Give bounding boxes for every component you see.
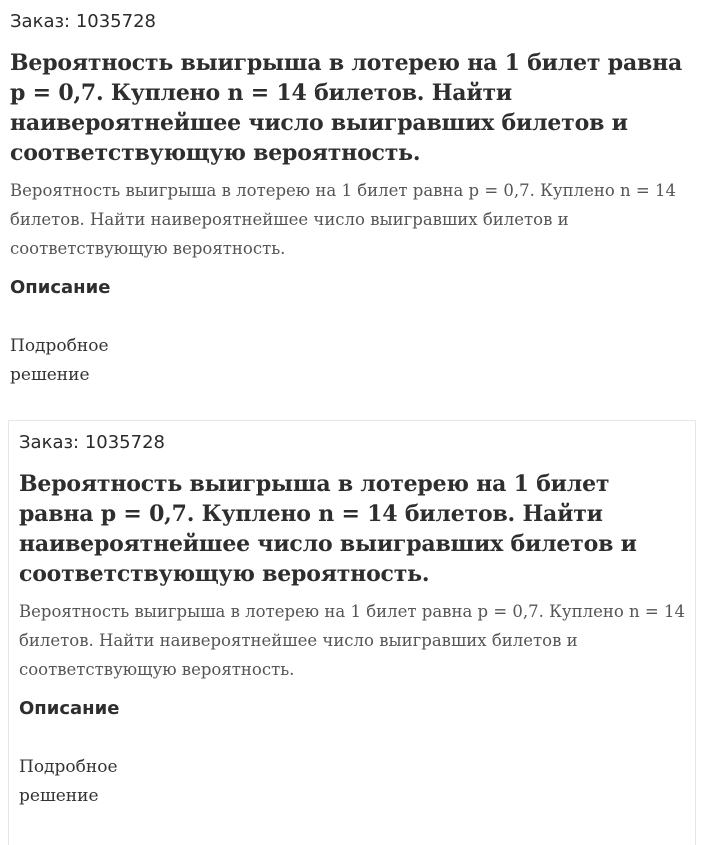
order-number: Заказ: 1035728 xyxy=(19,432,165,453)
description-heading: Описание xyxy=(10,277,111,298)
detailed-solution-link[interactable]: Подробное решение xyxy=(10,336,109,385)
problem-title: Вероятность выигрыша в лотерею на 1 билет равна p = 0,7. Куплено n = 14 билетов. Найти наивероятнейшее число выигравших билетов и соответствующую вероятность. xyxy=(19,471,637,587)
order-number: Заказ: 1035728 xyxy=(10,11,156,32)
problem-text: Вероятность выигрыша в лотерею на 1 билет равна p = 0,7. Куплено n = 14 билетов. Найти наивероятнейшее число выигравших билетов и соответствующую вероятность. xyxy=(10,181,676,258)
detailed-solution-link[interactable]: Подробное решение xyxy=(19,757,118,806)
description-heading: Описание xyxy=(19,698,120,719)
order-card-duplicate xyxy=(8,420,696,845)
order-card xyxy=(0,0,701,405)
problem-title: Вероятность выигрыша в лотерею на 1 билет равна p = 0,7. Куплено n = 14 билетов. Найти наивероятнейшее число выигравших билетов и соответствующую вероятность. xyxy=(10,50,683,166)
problem-text: Вероятность выигрыша в лотерею на 1 билет равна p = 0,7. Куплено n = 14 билетов. Найти наивероятнейшее число выигравших билетов и соответствующую вероятность. xyxy=(19,602,685,679)
